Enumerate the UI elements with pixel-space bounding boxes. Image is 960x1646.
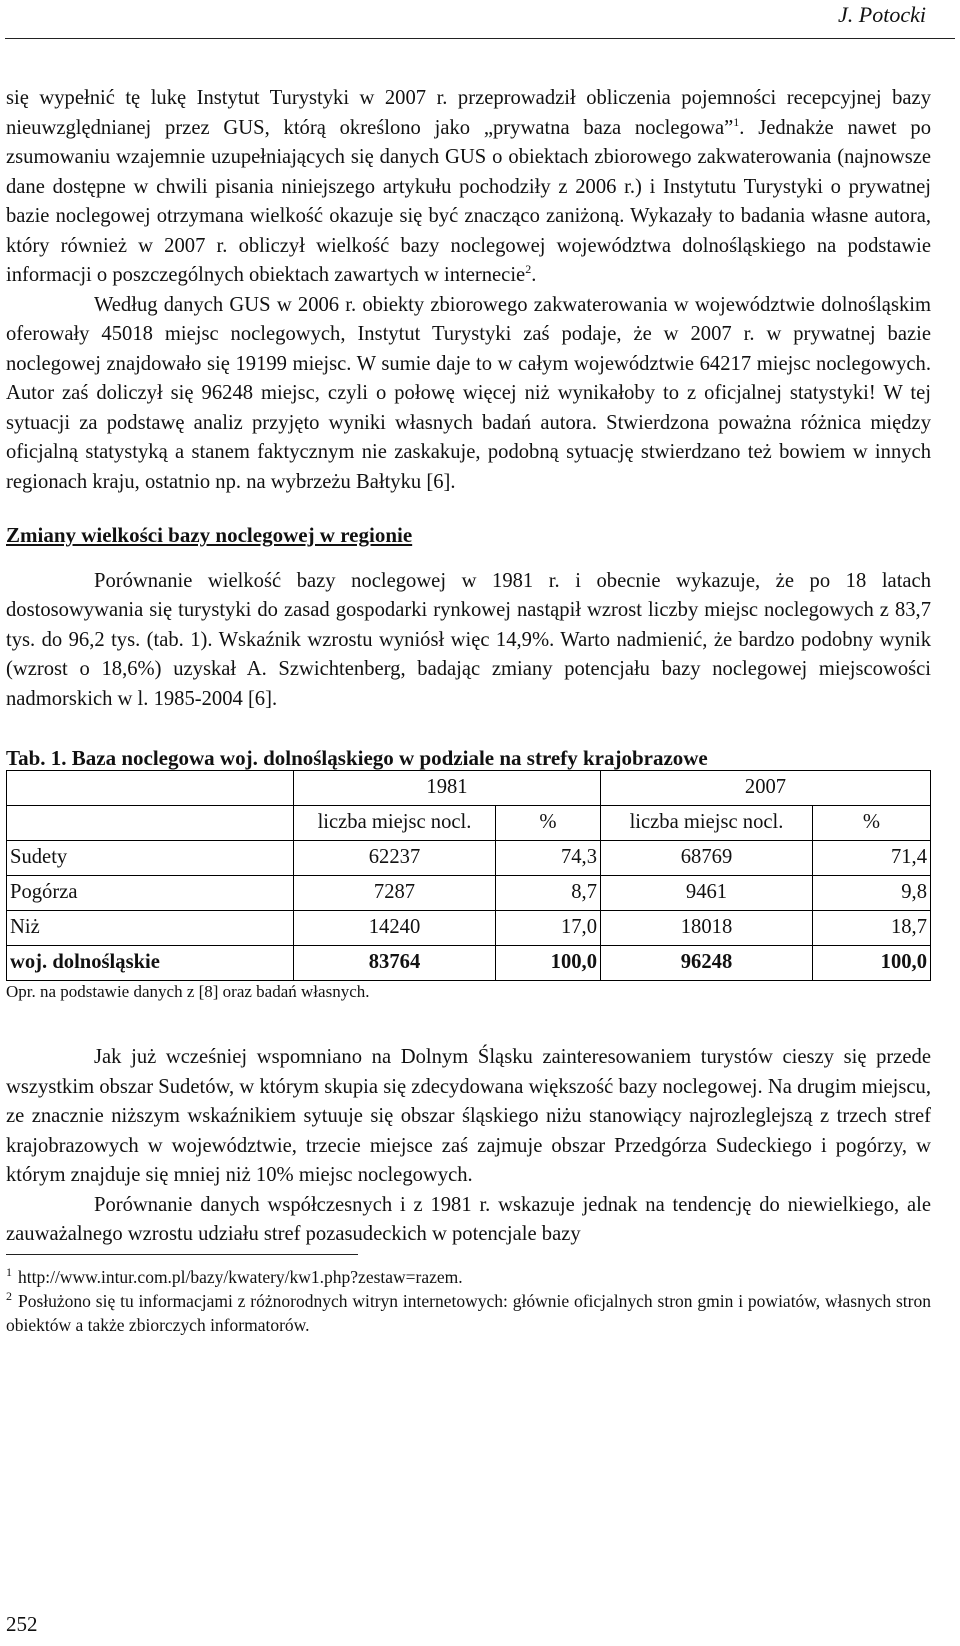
pct-1981: 74,3 (496, 841, 601, 876)
table-header-row-years (7, 771, 931, 806)
table-header-pct-2007: % (813, 806, 931, 841)
paragraph-3: Porównanie wielkość bazy noclegowej w 1981 r. i obecnie wykazuje, że po 18 latach dostosowywania się turystyki do zasad gospodarki rynkowej nastąpił wzrost liczby miejsc noclegowych z 83,7 tys. do 96,2 tys. (tab. 1). Wskaźnik wzrostu wyniósł więc 14,9%. Warto nadmienić, że bardzo podobny wynik (wzrost o 18,6%) uzyskał A. Szwichtenberg, badając zmiany potencjału bazy noclegowej miejscowości nadmorskich w l. 1985-2004 [6]. (6, 569, 931, 710)
running-header (0, 0, 960, 40)
table-source-note: Opr. na podstawie danych z [8] oraz badań własnych. (6, 982, 370, 1001)
paragraph-4: Jak już wcześniej wspomniano na Dolnym Śląsku zainteresowaniem turystów cieszy się przede wszystkim obszar Sudetów, w którym skupia się zdecydowana większość bazy noclegowej. Na drugim miejscu, ze znacznie niższym wskaźnikiem sytuuje się obszar śląskiego niżu stanowiący najrozleglejszą z trzech stref krajobrazowych w województwie, trzecie miejsce zaś zajmuje obszar Przedgórza Sudeckiego i pogórzy, w którym znajduje się mniej niż 10% miejsc noclegowych. (6, 1046, 931, 1186)
places-2007: 18018 (601, 911, 813, 946)
footnote-rule (6, 1254, 358, 1255)
pct-1981: 100,0 (496, 946, 601, 981)
pct-2007: 9,8 (813, 876, 931, 911)
footnote-1: $^1$ http://www.intur.com.pl/bazy/kwatery/kw1.php?zestaw=razem. (6, 1264, 463, 1287)
running-header-author: J. Potocki (838, 2, 926, 27)
row-name: Pogórza (7, 876, 294, 911)
footnote-2: $^2$ Posłużono się tu informacjami z różnorodnych witryn internetowych: głównie oficjalnych stron gmin i powiatów, własnych stron obiektów a także zbiorczych informatorów. (6, 1288, 931, 1335)
paragraph-1: się wypełnić tę lukę Instytut Turystyki w 2007 r. przeprowadził obliczenia pojemności recepcyjnej bazy nieuwzględnianej przez GUS, którą określono jako „prywatna baza noclegowa”$^1$. Jednakże nawet po zsumowaniu wzajemnie uzupełniających się danych GUS o obiektach zbiorowego zakwaterowania (najnowsze dane dostępne w chwili pisania niniejszego artykułu pochodziły z 2006 r.) i Instytutu Turystyki o prywatnej bazie noclegowej otrzymana wielkość okazuje się być znacząco zaniżoną. Wykazały to badania własne autora, który również w 2007 r. obliczył wielkość bazy noclegowej województwa dolnośląskiego na podstawie informacji o poszczególnych obiektach zawartych w internecie$^2$. (6, 87, 932, 286)
article-body (6, 84, 931, 1337)
row-name: Sudety (7, 841, 294, 876)
pct-2007: 71,4 (813, 841, 931, 876)
table-header-2007: 2007 (601, 771, 931, 806)
footnotes (6, 1265, 931, 1337)
table-corner-cell (7, 771, 294, 806)
row-name: Niż (7, 911, 294, 946)
lodging-table (6, 770, 931, 981)
places-1981: 7287 (294, 876, 496, 911)
section-heading: Zmiany wielkości bazy noclegowej w regionie (6, 523, 413, 547)
places-1981: 83764 (294, 946, 496, 981)
pct-1981: 17,0 (496, 911, 601, 946)
paragraph-2: Według danych GUS w 2006 r. obiekty zbiorowego zakwaterowania w województwie dolnośląskim oferowały 45018 miejsc noclegowych, Instytut Turystyki zaś podaje, że w 2007 r. w prywatnej bazie noclegowej znajdowało się 19199 miejsc. W sumie daje to w całym województwie 64217 miejsc noclegowych. Autor zaś doliczył się 96248 miejsc, czyli o połowę więcej niż wynikałoby to z oficjalnej statystyki! W tej sytuacji za podstawę analiz przyjęto wyniki własnych badań autora. Stwierdzona poważna różnica między oficjalną statystyką a stanem faktycznym nie zaskakuje, podobną sytuację stwierdzano też bowiem w innych regionach kraju, ostatnio np. na wybrzeżu Bałtyku [6]. (6, 293, 931, 493)
table-header-pct-1981: % (496, 806, 601, 841)
table-total-row (7, 946, 931, 981)
table-row (7, 876, 931, 911)
footnote-ref-1: 1 (733, 114, 740, 129)
table-header-places-1981: liczba miejsc nocl. (294, 806, 496, 841)
paragraph-5: Porównanie danych współczesnych i z 1981 r. wskazuje jednak na tendencję do niewielkiego, ale zauważalnego wzrostu udziału stref pozasudeckich w potencjale bazy (6, 1193, 931, 1245)
places-2007: 96248 (601, 946, 813, 981)
footnote-1-link[interactable]: http://www.intur.com.pl/bazy/kwatery/kw1.php?zestaw=razem. (18, 1266, 463, 1287)
places-1981: 62237 (294, 841, 496, 876)
table-empty-cell (7, 806, 294, 841)
page-number: 252 (6, 1612, 38, 1636)
table-row (7, 911, 931, 946)
pct-1981: 8,7 (496, 876, 601, 911)
table-header-1981: 1981 (294, 771, 601, 806)
pct-2007: 100,0 (813, 946, 931, 981)
places-2007: 68769 (601, 841, 813, 876)
places-1981: 14240 (294, 911, 496, 946)
table-caption: Tab. 1. Baza noclegowa woj. dolnośląskiego w podziale na strefy krajobrazowe (6, 746, 708, 770)
footnote-ref-2: 2 (525, 262, 532, 277)
table-row (7, 841, 931, 876)
places-2007: 9461 (601, 876, 813, 911)
table-header-row-columns (7, 806, 931, 841)
pct-2007: 18,7 (813, 911, 931, 946)
header-rule (5, 38, 955, 39)
table-header-places-2007: liczba miejsc nocl. (601, 806, 813, 841)
row-name: woj. dolnośląskie (7, 946, 294, 981)
